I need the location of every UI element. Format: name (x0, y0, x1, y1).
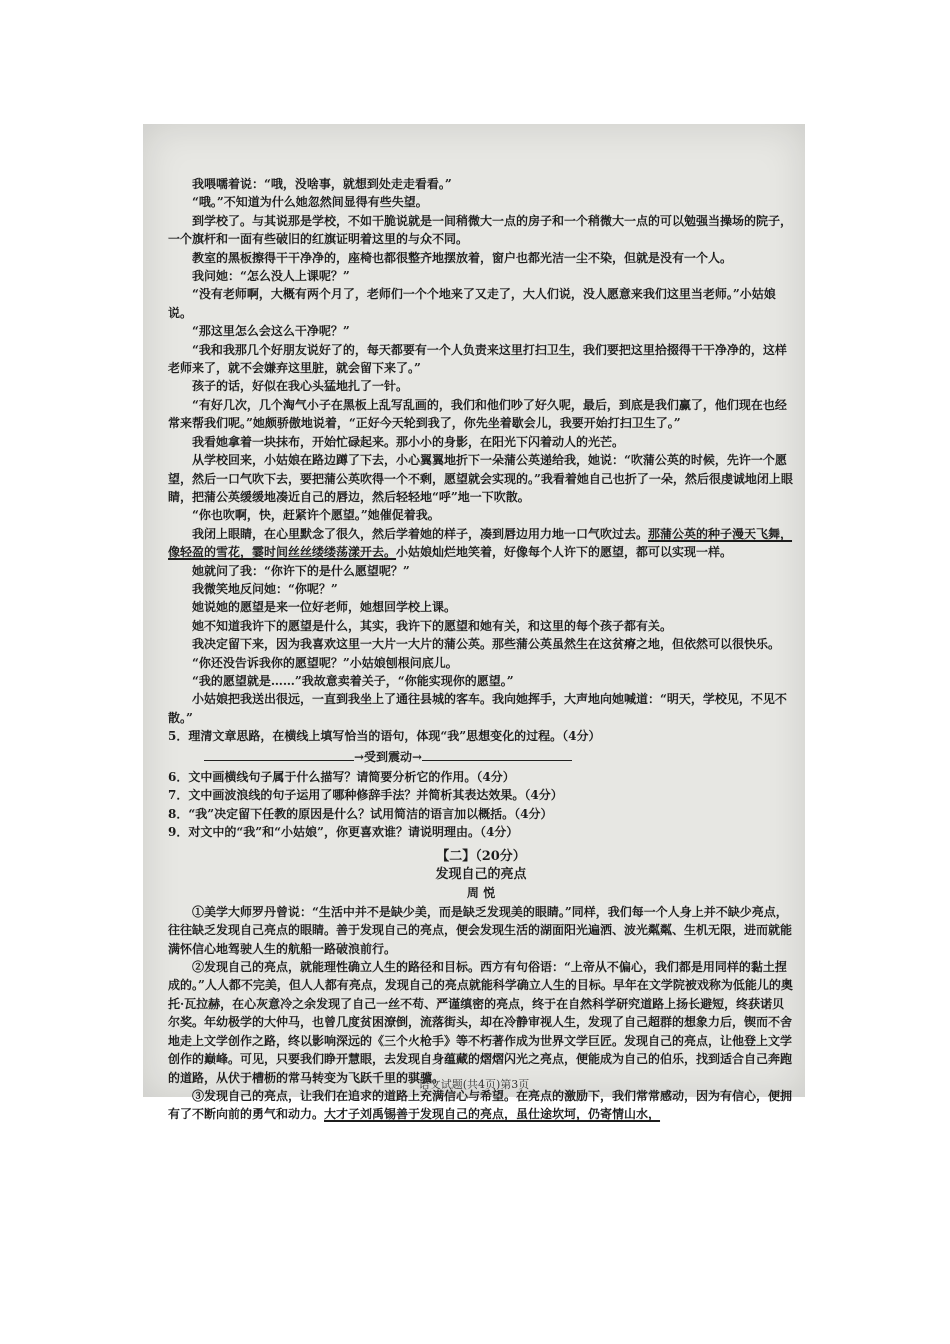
story-paragraph: 小姑娘把我送出很远，一直到我坐上了通往县城的客车。我向她挥手，大声地向她喊道：“明天，学校见，不见不散。” (168, 692, 787, 725)
story-paragraph: “我的愿望就是……”我故意卖着关子，“你能实现你的愿望。” (192, 673, 514, 688)
story-paragraph: 她就问了我：“你许下的是什么愿望呢？” (192, 563, 410, 578)
scanned-page (143, 124, 805, 1122)
story-paragraph: 我喂嚅着说：“哦，没啥事，就想到处走走看看。” (192, 177, 452, 191)
story-paragraph: “你也吹啊，快，赶紧许个愿望。”她催促着我。 (192, 508, 440, 523)
essay-p3-text: ③发现自己的亮点，让我们在追求的道路上充满信心与希望。在亮点的激励下，我们常常感动，因为有信心，便拥有了不断向前的勇气和动力。 (168, 1088, 793, 1122)
story-paragraph: “哦。”不知道为什么她忽然间显得有些失望。 (192, 195, 428, 210)
answer-blank-1[interactable] (204, 749, 354, 761)
blank-middle-text: →受到震动→ (354, 749, 423, 764)
story-paragraph: 我决定留下来，因为我喜欢这里一大片一大片的蒲公英。那些蒲公英虽然生在这贫瘠之地，但依然可以很快乐。 (192, 637, 781, 652)
essay-paragraph-3 (168, 1087, 794, 1124)
essay-p3-underlined: 大才子刘禹锡善于发现自己的亮点，虽仕途坎坷，仍寄情山水， (324, 1107, 661, 1122)
story-paragraph: 到学校了。与其说那是学校，不如干脆说就是一间稍微大一点的房子和一个稍微大一点的可以勉强当操场的院子，一个旗杆和一面有些破旧的红旗证明着这里的与众不同。 (168, 213, 793, 247)
question-5: 5．理清文章思路，在横线上填写恰当的语句，体现“我”思想变化的过程。（4分） (168, 729, 601, 744)
story-paragraph: 从学校回来，小姑娘在路边蹲了下去，小心翼翼地折下一朵蒲公英递给我，她说：“吹蒲公英的时候，先许一个愿望，然后一口气吹下去，要把蒲公英吹得一个不剩，愿望就会实现的。”我看着她自己也折了一朵，然后很虔诚地闭上眼睛，把蒲公英缓缓地凑近自己的唇边，然后轻轻地“呼”地一下吹散。 (168, 453, 793, 504)
question-6: 6．文中画横线句子属于什么描写？请简要分析它的作用。（4分） (168, 770, 515, 784)
wavy-sentence: 那蒲公英的种子漫天飞舞，像轻盈的雪花，霎时间丝丝缕缕荡漾开去。 (168, 526, 793, 560)
story-paragraph: 我微笑地反问她：“你呢？” (192, 581, 338, 596)
story-paragraph: “你还没告诉我你的愿望呢？”小姑娘刨根问底儿。 (192, 655, 458, 670)
story-paragraph: 教室的黑板擦得干干净净的，座椅也都很整齐地摆放着，窗户也都光洁一尘不染，但就是没有一个人。 (192, 250, 733, 265)
story-paragraph: 她说她的愿望是来一位好老师，她想回学校上课。 (192, 600, 457, 615)
article-title: 发现自己的亮点 (435, 867, 527, 883)
story-paragraph: “那这里怎么会这么干净呢？” (192, 324, 350, 339)
wave-after: 小姑娘灿烂地笑着，好像每个人许下的愿望，都可以实现一样。 (396, 545, 733, 560)
story-part-2 (168, 562, 794, 728)
wave-before: 我闭上眼睛，在心里默念了很久，然后学着她的样子，凑到唇边用力地一口气吹过去。 (192, 526, 649, 541)
essay-paragraph-2: ②发现自己的亮点，就能理性确立人生的路径和目标。西方有句俗语：“上帝从不偏心，我们都是用同样的黏土捏成的。”人人都不完美，但人人都有亮点，发现自己的亮点就能科学确立人生的目标。早年在文学院被戏称为低能儿的奥托·瓦拉赫，在心灰意冷之余发现了自己一丝不苟、严谨缜密的亮点，终于在自然科学研究道路上扬长避短，终获诺贝尔奖。年幼极学的大仲马，也曾几度贫困潦倒，流落街头，却在冷静审视人生，发现了自己超群的想象力后，锲而不舍地走上文学创作之路，终以影响深远的《三个火枪手》等不朽著作成为世界文学巨匠。发现自己的亮点，让他登上文学创作的巅峰。可见，只要我们睁开慧眼，去发现自身蕴藏的熠熠闪光之亮点，便能成为自己的伯乐，找到适合自己奔跑的道路，从伏于槽枥的常马转变为飞跃千里的骐骥。 (168, 960, 793, 1085)
article-author: 周 悦 (466, 886, 496, 901)
story-paragraph: 我看她拿着一块抹布，开始忙碌起来。那小小的身影，在阳光下闪着动人的光芒。 (192, 434, 625, 449)
story-paragraph: “有好几次，几个淘气小子在黑板上乱写乱画的，我们和他们吵了好久呢，最后，到底是我们赢了，他们现在也经常来帮我们呢。”她颇骄傲地说着，“正好今天轮到我了，你先坐着歇会儿，我要开始打扫卫生了。” (168, 397, 787, 431)
story-paragraph: 孩子的话，好似在我心头猛地扎了一针。 (192, 379, 409, 394)
question-8: 8．“我”决定留下任教的原因是什么？试用简洁的语言加以概括。（4分） (168, 806, 553, 821)
story-paragraph: 她不知道我许下的愿望是什么，其实，我许下的愿望和她有关，和这里的每个孩子都有关。 (192, 618, 673, 633)
question-9: 9．对文中的“我”和“小姑娘”，你更喜欢谁？请说明理由。（4分） (168, 825, 519, 840)
question-5-blanks (204, 748, 794, 766)
story-paragraph: “没有老师啊，大概有两个月了，老师们一个个地来了又走了，大人们说，没人愿意来我们这里当老师。”小姑娘说。 (168, 287, 776, 320)
section-heading: 【二】（20分） (436, 848, 526, 864)
question-7: 7．文中画波浪线的句子运用了哪种修辞手法？并简析其表达效果。（4分） (168, 788, 563, 803)
page-content (168, 175, 794, 1124)
story-paragraph: “我和我那几个好朋友说好了的，每天都要有一个人负责来这里打扫卫生，我们要把这里拾掇得干干净净的，这样老师来了，就不会嫌弃这里脏，就会留下来了。” (168, 342, 787, 376)
wavy-paragraph (168, 525, 794, 562)
essay-paragraph-1: ①美学大师罗丹曾说：“生活中并不是缺少美，而是缺乏发现美的眼睛。”同样，我们每一个人身上并不缺少亮点，往往缺乏发现自己亮点的眼睛。善于发现自己的亮点，便会发现生活的湖面阳光遍洒、波光粼粼、生机无限，进而就能满怀信心地驾驶人生的航船一路破浪前行。 (168, 904, 793, 956)
page-footer: 语文试题(共4页)第3页 (418, 1078, 530, 1091)
answer-blank-2[interactable] (422, 749, 572, 761)
story-part-1 (168, 175, 794, 525)
story-paragraph: 我问她：“怎么没人上课呢？” (192, 269, 350, 284)
